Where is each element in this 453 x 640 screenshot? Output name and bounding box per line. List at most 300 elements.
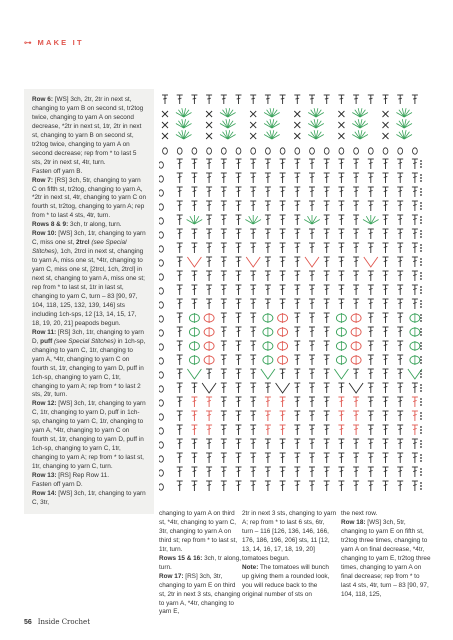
- treble-symbol: [250, 285, 256, 295]
- treble-symbol: [412, 299, 418, 309]
- treble-symbol: [353, 481, 359, 491]
- treble-symbol: [265, 173, 271, 183]
- treble-symbol: [324, 201, 330, 211]
- treble-symbol: [397, 187, 403, 197]
- instruction-text: [RS] Rep Row 11. Fasten off yarn D.: [32, 472, 109, 488]
- chain-dot: [420, 194, 422, 196]
- treble-symbol: [236, 285, 242, 295]
- treble-symbol: [221, 467, 227, 477]
- treble-symbol: [294, 201, 300, 211]
- treble-symbol: [236, 397, 242, 407]
- decrease-symbol: [187, 257, 201, 267]
- dc-symbol: [162, 122, 168, 128]
- treble-symbol: [368, 229, 374, 239]
- treble-symbol: [294, 187, 300, 197]
- treble-symbol: [206, 481, 212, 491]
- treble-symbol: [397, 383, 403, 393]
- dc-symbol: [383, 122, 389, 128]
- treble-symbol: [383, 439, 389, 449]
- treble-symbol: [383, 187, 389, 197]
- treble-symbol: [221, 425, 227, 435]
- treble-symbol: [309, 243, 315, 253]
- instruction-text: (see Special Stitches): [52, 337, 116, 345]
- chain-symbol: [159, 386, 163, 392]
- treble-symbol: [324, 257, 330, 267]
- chain-dot: [420, 488, 422, 490]
- chain-dot: [420, 460, 422, 462]
- fan-symbol: [352, 130, 368, 139]
- treble-symbol: [280, 369, 286, 379]
- chain-dot: [420, 236, 422, 238]
- treble-symbol: [294, 271, 300, 281]
- treble-symbol: [250, 159, 256, 169]
- treble-symbol: [177, 425, 183, 435]
- treble-symbol: [397, 257, 403, 267]
- treble-symbol: [191, 299, 197, 309]
- chain-dot: [420, 292, 422, 294]
- chain-symbol: [159, 176, 163, 182]
- treble-symbol: [265, 229, 271, 239]
- dc-symbol: [338, 111, 344, 117]
- treble-symbol: [397, 243, 403, 253]
- row-heading: puff: [40, 337, 53, 345]
- treble-symbol: [338, 481, 344, 491]
- chain-symbol: [159, 204, 163, 210]
- treble-symbol: [294, 467, 300, 477]
- treble-symbol: [324, 285, 330, 295]
- treble-symbol: [309, 201, 315, 211]
- chain-dot: [420, 415, 422, 417]
- treble-symbol: [294, 313, 300, 323]
- chain-dot: [420, 250, 422, 252]
- chain-dot: [420, 443, 422, 445]
- chain-dot: [420, 471, 422, 473]
- fan-symbol: [176, 130, 192, 139]
- treble-symbol: [324, 299, 330, 309]
- treble-symbol: [309, 229, 315, 239]
- chain-dot: [420, 468, 422, 470]
- chain-dot: [420, 328, 422, 330]
- dc-symbol: [294, 111, 300, 117]
- decrease-symbol: [408, 369, 422, 379]
- treble-symbol: [206, 369, 212, 379]
- treble-symbol: [383, 215, 389, 225]
- treble-symbol: [221, 481, 227, 491]
- chain-dot: [420, 474, 422, 476]
- treble-symbol: [206, 425, 212, 435]
- decrease-symbol: [364, 257, 378, 267]
- treble-symbol: [383, 411, 389, 421]
- treble-symbol: [177, 95, 183, 104]
- treble-symbol: [294, 397, 300, 407]
- treble-symbol: [412, 257, 418, 267]
- treble-symbol: [206, 229, 212, 239]
- chain-symbol: [159, 358, 163, 364]
- fan-symbol: [308, 130, 324, 139]
- treble-symbol: [280, 271, 286, 281]
- treble-symbol: [324, 327, 330, 337]
- treble-symbol: [412, 215, 418, 225]
- treble-symbol: [294, 341, 300, 351]
- treble-symbol: [324, 229, 330, 239]
- treble-symbol: [412, 159, 418, 169]
- row-heading: Rows 15 & 16:: [159, 554, 203, 562]
- treble-symbol: [191, 383, 197, 393]
- treble-symbol: [265, 439, 271, 449]
- chain-dot: [420, 160, 422, 162]
- chain-dot: [420, 278, 422, 280]
- treble-symbol: [324, 369, 330, 379]
- treble-symbol: [206, 159, 212, 169]
- fan-symbol: [396, 119, 412, 128]
- treble-symbol: [280, 453, 286, 463]
- treble-symbol: [368, 327, 374, 337]
- treble-symbol: [383, 201, 389, 211]
- chain-dot: [420, 345, 422, 347]
- chain-symbol: [159, 344, 163, 350]
- treble-symbol: [236, 355, 242, 365]
- treble-symbol: [412, 425, 418, 435]
- treble-symbol: [353, 229, 359, 239]
- chain-dot: [420, 303, 422, 305]
- row-heading: Note:: [242, 563, 259, 571]
- treble-symbol: [324, 397, 330, 407]
- treble-symbol: [294, 369, 300, 379]
- column-paragraph: [159, 510, 243, 555]
- treble-symbol: [368, 95, 374, 104]
- treble-symbol: [236, 243, 242, 253]
- treble-symbol: [324, 467, 330, 477]
- treble-symbol: [280, 481, 286, 491]
- chain-symbol: [383, 148, 388, 154]
- treble-symbol: [177, 215, 183, 225]
- treble-symbol: [206, 285, 212, 295]
- treble-symbol: [265, 201, 271, 211]
- chain-dot: [420, 370, 422, 372]
- treble-symbol: [309, 159, 315, 169]
- treble-symbol: [294, 481, 300, 491]
- treble-symbol: [412, 187, 418, 197]
- chain-dot: [420, 404, 422, 406]
- treble-symbol: [368, 341, 374, 351]
- treble-symbol: [383, 453, 389, 463]
- treble-symbol: [397, 355, 403, 365]
- treble-symbol: [191, 439, 197, 449]
- treble-symbol: [324, 481, 330, 491]
- chain-dot: [420, 440, 422, 442]
- treble-symbol: [397, 453, 403, 463]
- treble-symbol: [353, 159, 359, 169]
- treble-symbol: [280, 467, 286, 477]
- treble-symbol: [309, 481, 315, 491]
- treble-symbol: [397, 201, 403, 211]
- treble-symbol: [383, 341, 389, 351]
- treble-symbol: [250, 341, 256, 351]
- chain-symbol: [159, 316, 163, 322]
- treble-symbol: [265, 95, 271, 104]
- treble-symbol: [412, 481, 418, 491]
- treble-symbol: [383, 467, 389, 477]
- treble-symbol: [177, 285, 183, 295]
- treble-symbol: [236, 341, 242, 351]
- chain-dot: [420, 244, 422, 246]
- treble-symbol: [221, 243, 227, 253]
- treble-symbol: [265, 215, 271, 225]
- treble-symbol: [250, 439, 256, 449]
- treble-symbol: [265, 243, 271, 253]
- instruction-text: , 1ch, 2trcl in next st, changing to yarn A, miss one st, *4tr, changing to yarn C, miss one st, [2trcl, 1ch, 2trcl] in next st, changing to yarn A, miss one st; rep from * to last st, 1tr in last st, changing to yarn C, turn – 83 [90, 97, 104, 118, 125, 132, 139, 146] sts including 1ch-sps, 12 [13, 14, 15, 17, 18, 19, 20, 21] peapods begun.: [32, 248, 145, 327]
- treble-symbol: [294, 243, 300, 253]
- chain-symbol: [324, 148, 329, 154]
- chain-dot: [420, 412, 422, 414]
- treble-symbol: [309, 187, 315, 197]
- magazine-name: Inside Crochet: [37, 618, 91, 626]
- treble-symbol: [280, 411, 286, 421]
- treble-symbol: [280, 159, 286, 169]
- treble-symbol: [250, 411, 256, 421]
- treble-symbol: [191, 95, 197, 104]
- dc-symbol: [162, 133, 168, 139]
- treble-symbol: [397, 313, 403, 323]
- treble-symbol: [309, 369, 315, 379]
- chain-dot: [420, 286, 422, 288]
- treble-symbol: [397, 397, 403, 407]
- instruction-paragraph: [32, 96, 147, 177]
- instruction-paragraph: [32, 400, 147, 472]
- treble-symbol: [383, 397, 389, 407]
- chain-symbol: [159, 372, 163, 378]
- chain-symbol: [159, 400, 163, 406]
- treble-symbol: [294, 425, 300, 435]
- treble-symbol: [338, 453, 344, 463]
- treble-symbol: [177, 257, 183, 267]
- treble-symbol: [383, 271, 389, 281]
- treble-symbol: [206, 271, 212, 281]
- chain-dot: [420, 222, 422, 224]
- chain-symbol: [159, 330, 163, 336]
- chain-dot: [420, 216, 422, 218]
- treble-symbol: [177, 341, 183, 351]
- treble-symbol: [338, 187, 344, 197]
- treble-symbol: [294, 95, 300, 104]
- treble-symbol: [236, 411, 242, 421]
- treble-symbol: [338, 299, 344, 309]
- treble-symbol: [368, 187, 374, 197]
- decrease-symbol: [187, 369, 201, 379]
- treble-symbol: [338, 229, 344, 239]
- treble-symbol: [353, 453, 359, 463]
- column-paragraph: [242, 564, 337, 600]
- treble-symbol: [368, 439, 374, 449]
- instruction-text: The tomatoes will bunch up giving them a rounded look, you will reduce back to the original number of sts on: [242, 563, 330, 598]
- chain-symbol: [159, 274, 163, 280]
- treble-symbol: [177, 355, 183, 365]
- treble-symbol: [162, 95, 168, 104]
- chain-dot: [420, 314, 422, 316]
- fan-symbol: [187, 215, 203, 224]
- treble-symbol: [177, 383, 183, 393]
- treble-symbol: [294, 215, 300, 225]
- row-heading: 2trcl: [76, 239, 90, 247]
- treble-symbol: [250, 397, 256, 407]
- treble-symbol: [324, 341, 330, 351]
- treble-symbol: [338, 173, 344, 183]
- treble-symbol: [221, 453, 227, 463]
- treble-symbol: [383, 95, 389, 104]
- chain-symbol: [266, 148, 271, 154]
- chain-dot: [420, 362, 422, 364]
- treble-symbol: [221, 355, 227, 365]
- instruction-text: [WS] 3ch, 1tr, changing to yarn C, 3tr,: [32, 489, 146, 506]
- fan-symbol: [308, 108, 324, 117]
- row-heading: Row 10:: [32, 230, 57, 238]
- treble-symbol: [353, 397, 359, 407]
- chain-dot: [420, 334, 422, 336]
- treble-symbol: [191, 453, 197, 463]
- treble-symbol: [368, 355, 374, 365]
- chain-dot: [420, 387, 422, 389]
- treble-symbol: [265, 285, 271, 295]
- dc-symbol: [250, 111, 256, 117]
- dc-symbol: [383, 133, 389, 139]
- fan-symbol: [220, 119, 236, 128]
- treble-symbol: [177, 229, 183, 239]
- treble-symbol: [309, 453, 315, 463]
- treble-symbol: [221, 327, 227, 337]
- treble-symbol: [280, 215, 286, 225]
- treble-symbol: [368, 201, 374, 211]
- fan-symbol: [304, 215, 320, 224]
- treble-symbol: [265, 453, 271, 463]
- decrease-symbol: [261, 369, 275, 379]
- treble-symbol: [191, 187, 197, 197]
- fan-symbol: [264, 130, 280, 139]
- treble-symbol: [397, 285, 403, 295]
- treble-symbol: [294, 383, 300, 393]
- treble-symbol: [412, 439, 418, 449]
- treble-symbol: [280, 95, 286, 104]
- treble-symbol: [206, 411, 212, 421]
- row-heading: Row 6:: [32, 96, 53, 103]
- treble-symbol: [412, 285, 418, 295]
- treble-symbol: [412, 383, 418, 393]
- treble-symbol: [294, 285, 300, 295]
- instruction-paragraph: [32, 230, 147, 328]
- treble-symbol: [250, 201, 256, 211]
- treble-symbol: [383, 327, 389, 337]
- treble-symbol: [206, 95, 212, 104]
- treble-symbol: [191, 201, 197, 211]
- chain-dot: [420, 247, 422, 249]
- treble-symbol: [309, 313, 315, 323]
- treble-symbol: [191, 271, 197, 281]
- treble-symbol: [221, 411, 227, 421]
- chain-dot: [420, 205, 422, 207]
- treble-symbol: [221, 95, 227, 104]
- dc-symbol: [206, 122, 212, 128]
- dc-symbol: [383, 111, 389, 117]
- treble-symbol: [177, 159, 183, 169]
- treble-symbol: [338, 425, 344, 435]
- column-paragraph: [242, 510, 337, 564]
- treble-symbol: [294, 355, 300, 365]
- instruction-text: [WS] 3ch, 1tr, changing to yarn C, miss one st,: [32, 230, 146, 247]
- treble-symbol: [250, 243, 256, 253]
- treble-symbol: [397, 299, 403, 309]
- treble-symbol: [368, 383, 374, 393]
- chain-dot: [420, 373, 422, 375]
- treble-symbol: [250, 383, 256, 393]
- treble-symbol: [177, 411, 183, 421]
- treble-symbol: [250, 327, 256, 337]
- chain-symbol: [295, 148, 300, 154]
- chain-symbol: [159, 246, 163, 252]
- treble-symbol: [368, 271, 374, 281]
- fan-symbol: [176, 119, 192, 128]
- treble-symbol: [236, 187, 242, 197]
- instruction-text: in 1ch-sp, changing to yarn C, 1tr, changing to yarn A, *4tr, changing to yarn C on fourth st, 1tr, changing to yarn D, puff in 1ch-sp, changing to yarn C, 1tr, changing to yarn A; rep from * to last 2 sts, 2tr, turn.: [32, 337, 146, 399]
- instruction-paragraph: [32, 329, 147, 401]
- treble-symbol: [368, 313, 374, 323]
- instruction-paragraph: [32, 490, 147, 508]
- treble-symbol: [324, 355, 330, 365]
- treble-symbol: [397, 439, 403, 449]
- treble-symbol: [236, 467, 242, 477]
- treble-symbol: [280, 229, 286, 239]
- chain-dot: [420, 300, 422, 302]
- treble-symbol: [280, 173, 286, 183]
- treble-symbol: [280, 299, 286, 309]
- chain-dot: [420, 384, 422, 386]
- chain-dot: [420, 432, 422, 434]
- chain-dot: [420, 390, 422, 392]
- chain-symbol: [159, 456, 163, 462]
- treble-symbol: [206, 215, 212, 225]
- treble-symbol: [338, 411, 344, 421]
- row-heading: Row 12:: [32, 400, 57, 408]
- treble-symbol: [294, 257, 300, 267]
- treble-symbol: [250, 95, 256, 104]
- row-heading: Row 14:: [32, 489, 57, 497]
- treble-symbol: [294, 327, 300, 337]
- treble-symbol: [221, 229, 227, 239]
- treble-symbol: [280, 285, 286, 295]
- treble-symbol: [294, 173, 300, 183]
- instruction-text: [WS] 3ch, 1tr, changing to yarn C, 1tr, changing to yarn D, puff in 1ch-sp, changing to yarn C, 1tr, changing to yarn A, *4tr, changing to yarn C on fourth st, 1tr, changing to yarn D, puff in 1ch-sp, changing to yarn C, 1tr, changing to yarn A; rep from * to last st, 1tr, changing to yarn C, turn.: [32, 400, 146, 471]
- column-paragraph: [159, 555, 243, 573]
- treble-symbol: [324, 411, 330, 421]
- treble-symbol: [177, 173, 183, 183]
- treble-symbol: [294, 299, 300, 309]
- treble-symbol: [294, 229, 300, 239]
- row-heading: Rows 8 & 9:: [32, 221, 69, 229]
- treble-symbol: [280, 397, 286, 407]
- instruction-text: 3ch, tr along, turn.: [159, 554, 242, 571]
- treble-symbol: [221, 299, 227, 309]
- treble-symbol: [368, 397, 374, 407]
- treble-symbol: [309, 355, 315, 365]
- instruction-text: changing to yarn A on third st, *4tr, changing to yarn C, 3tr, changing to yarn A on third st; rep from * to last st, 1tr, turn.: [159, 510, 238, 553]
- treble-symbol: [191, 159, 197, 169]
- fan-symbol: [264, 108, 280, 117]
- chain-dot: [420, 401, 422, 403]
- treble-symbol: [236, 453, 242, 463]
- chain-symbol: [368, 148, 373, 154]
- treble-symbol: [177, 439, 183, 449]
- treble-symbol: [177, 187, 183, 197]
- treble-symbol: [236, 299, 242, 309]
- section-title: MAKE IT: [37, 38, 84, 47]
